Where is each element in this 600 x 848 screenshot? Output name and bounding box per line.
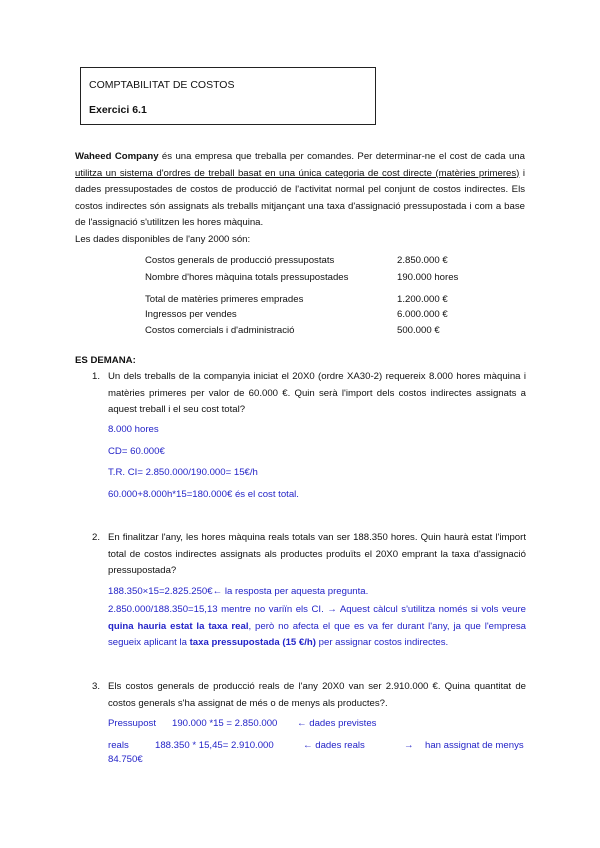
question-number: 1. — [92, 371, 101, 382]
q3-budget-note: ← dades previstes — [297, 718, 377, 729]
q2-expl-e: per assignar costos indirectes. — [315, 637, 449, 649]
q1-answer-rate: T.R. CI= 2.850.000/190.000= 15€/h — [108, 467, 258, 478]
question-3-text: Els costos generals de producció reals de l'any 20X0 van ser 2.910.000 €. Quina quantitat de costos generals s'ha assignat de més o de menys als productes?. — [108, 681, 526, 709]
data-intro: Les dades disponibles de l'any 2000 són: — [75, 234, 251, 245]
q3-budget-calc: 190.000 *15 = 2.850.000 — [172, 718, 278, 729]
q2-expl-a: 2.850.000/188.350=15,13 mentre no variïn els CI. → Aquest càlcul s'utilitza només si vols veure — [108, 604, 526, 615]
intro-text-c: i dades pressupostades de costos de producció de l'activitat normal pel conjunt de costos indirectes. Els costos indirectes són assignats als treballs mitjançant una taxa d'assignació pressupostada i com a base de l'assignació s'utilitzen les hores màquina. — [75, 167, 526, 229]
table-row-label: Nombre d'hores màquina totals pressupostades — [145, 272, 349, 283]
table-row-label: Costos generals de producció pressupostats — [145, 255, 335, 266]
q2-expl-b: quina hauria estat la taxa real — [108, 620, 249, 632]
q2-expl-c: , però no afecta el que es va fer durant l'any, ja que l'empresa segueix aplicant la — [108, 620, 526, 649]
question-2-text: En finalitzar l'any, les hores màquina reals totals van ser 188.350 hores. Quin haurà estat l'import total de costos indirectes assignats als productes produïts el 20X0 emprant la taxa d'assignació pressupostada? — [108, 532, 526, 577]
q3-arrow: → — [404, 740, 414, 751]
q2-answer-result: 188.350×15=2.825.250€← la resposta per aquesta pregunta. — [108, 586, 369, 597]
q3-budget-label: Pressupost — [108, 718, 156, 729]
table-row-label: Costos comercials i d'administració — [145, 325, 295, 336]
exercise-title: Exercici 6.1 — [89, 104, 147, 116]
q1-answer-total: 60.000+8.000h*15=180.000€ és el cost total. — [108, 489, 299, 500]
q3-result: han assignat de menys — [425, 740, 524, 751]
table-row-label: Ingressos per vendes — [145, 309, 237, 320]
q1-answer-cd: CD= 60.000€ — [108, 446, 165, 457]
table-row-label: Total de matèries primeres emprades — [145, 294, 304, 305]
q3-amount: 84.750€ — [108, 754, 143, 765]
q2-expl-d: taxa pressupostada (15 €/h) — [189, 637, 316, 649]
document-title: COMPTABILITAT DE COSTOS — [89, 79, 235, 91]
question-number: 3. — [92, 681, 101, 692]
table-row-value: 500.000 € — [397, 325, 440, 336]
es-demana-heading: ES DEMANA: — [75, 355, 136, 366]
question-1-text: Un dels treballs de la companyia iniciat el 20X0 (ordre XA30-2) requereix 8.000 hores màquina i matèries primeres per valor de 60.000 €. Quin serà l'import dels costos indirectes assignats a aquest treball i el seu cost total? — [108, 371, 526, 416]
q1-answer-hours: 8.000 hores — [108, 424, 159, 435]
table-row-value: 190.000 hores — [397, 272, 459, 283]
q3-real-label: reals — [108, 740, 129, 751]
q3-real-note: ← dades reals — [303, 740, 365, 751]
table-row-value: 6.000.000 € — [397, 309, 448, 320]
intro-paragraph — [75, 149, 525, 232]
q2-answer-explanation — [108, 602, 526, 652]
intro-text-b: utilitza un sistema d'ordres de treball basat en una única categoria de cost directe (matèries primeres) — [75, 167, 520, 179]
company-name: Waheed Company — [75, 151, 159, 162]
header-box — [80, 67, 376, 125]
table-row-value: 2.850.000 € — [397, 255, 448, 266]
question-number: 2. — [92, 532, 101, 543]
table-row-value: 1.200.000 € — [397, 294, 448, 305]
intro-text-a: és una empresa que treballa per comandes. Per determinar-ne el cost de cada una — [158, 151, 525, 162]
q3-real-calc: 188.350 * 15,45= 2.910.000 — [155, 740, 274, 751]
